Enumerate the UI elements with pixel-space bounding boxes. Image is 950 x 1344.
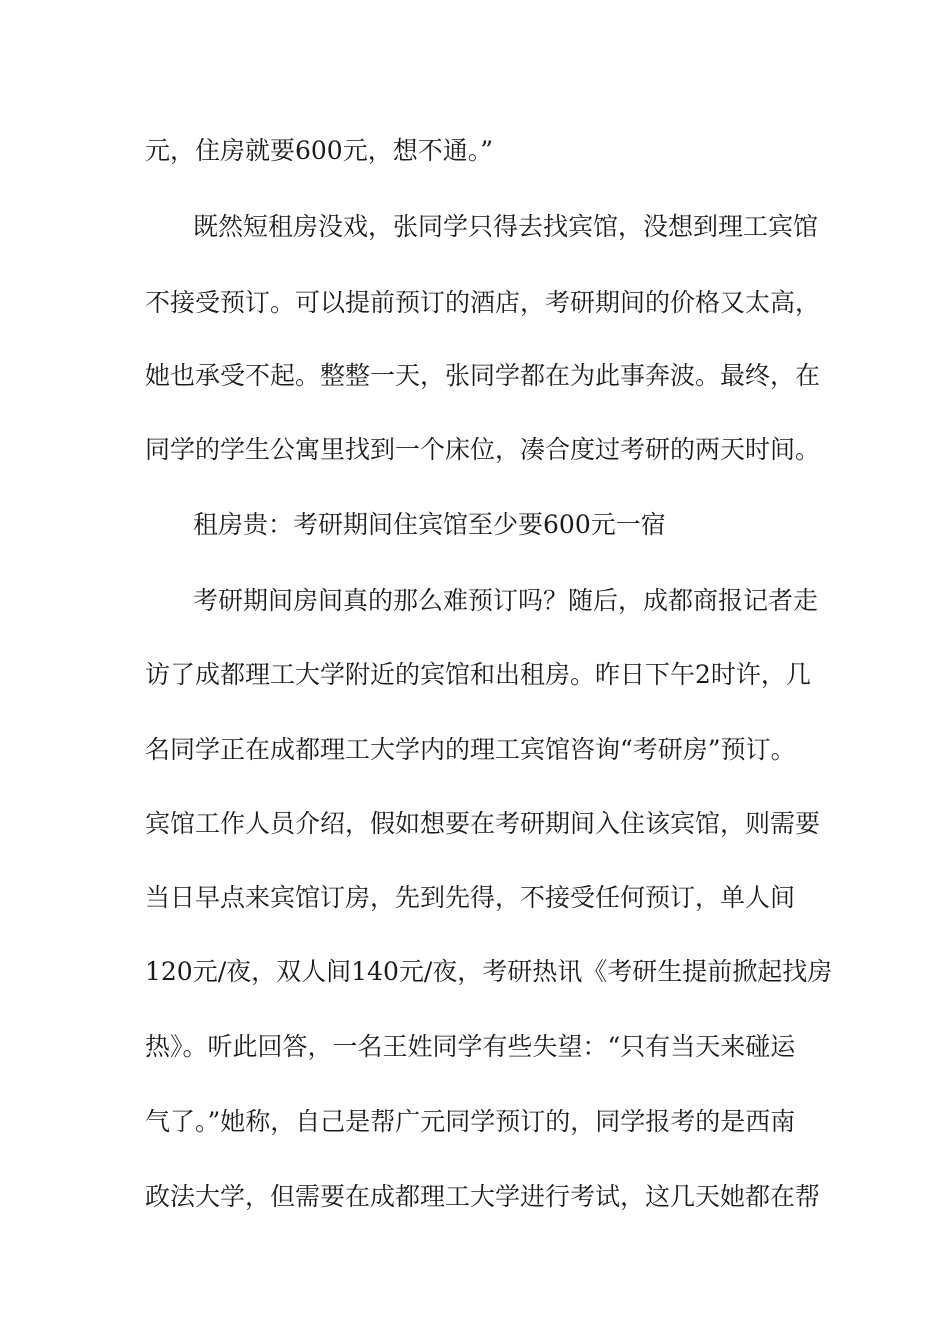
text-line: 访了成都理工大学附近的宾馆和出租房。昨日下午2时许，几 — [145, 660, 811, 689]
text-line: 政法大学，但需要在成都理工大学进行考试，这几天她都在帮 — [145, 1182, 821, 1211]
text-line: 气了。”她称，自己是帮广元同学预订的，同学报考的是西南 — [145, 1107, 796, 1136]
text-line: 120元/夜，双人间140元/夜，考研热讯《考研生提前掀起找房 — [145, 957, 833, 986]
text-line: 元，住房就要600元，想不通。” — [145, 136, 493, 165]
text-line: 宾馆工作人员介绍，假如想要在考研期间入住该宾馆，则需要 — [145, 809, 821, 838]
text-line: 同学的学生公寓里找到一个床位，凑合度过考研的两天时间。 — [145, 435, 821, 464]
text-line: 她也承受不起。整整一天，张同学都在为此事奔波。最终，在 — [145, 361, 821, 390]
text-line: 当日早点来宾馆订房，先到先得，不接受任何预订，单人间 — [145, 883, 796, 912]
text-line: 既然短租房没戏，张同学只得去找宾馆，没想到理工宾馆 — [193, 212, 819, 241]
text-line: 名同学正在成都理工大学内的理工宾馆咨询“考研房”预订。 — [145, 735, 796, 764]
text-line: 考研期间房间真的那么难预订吗？随后，成都商报记者走 — [193, 586, 819, 615]
text-line: 不接受预订。可以提前预订的酒店，考研期间的价格又太高， — [145, 288, 821, 317]
text-line: 热》。听此回答，一名王姓同学有些失望：“只有当天来碰运 — [145, 1032, 796, 1061]
section-heading: 租房贵：考研期间住宾馆至少要600元一宿 — [193, 510, 666, 539]
